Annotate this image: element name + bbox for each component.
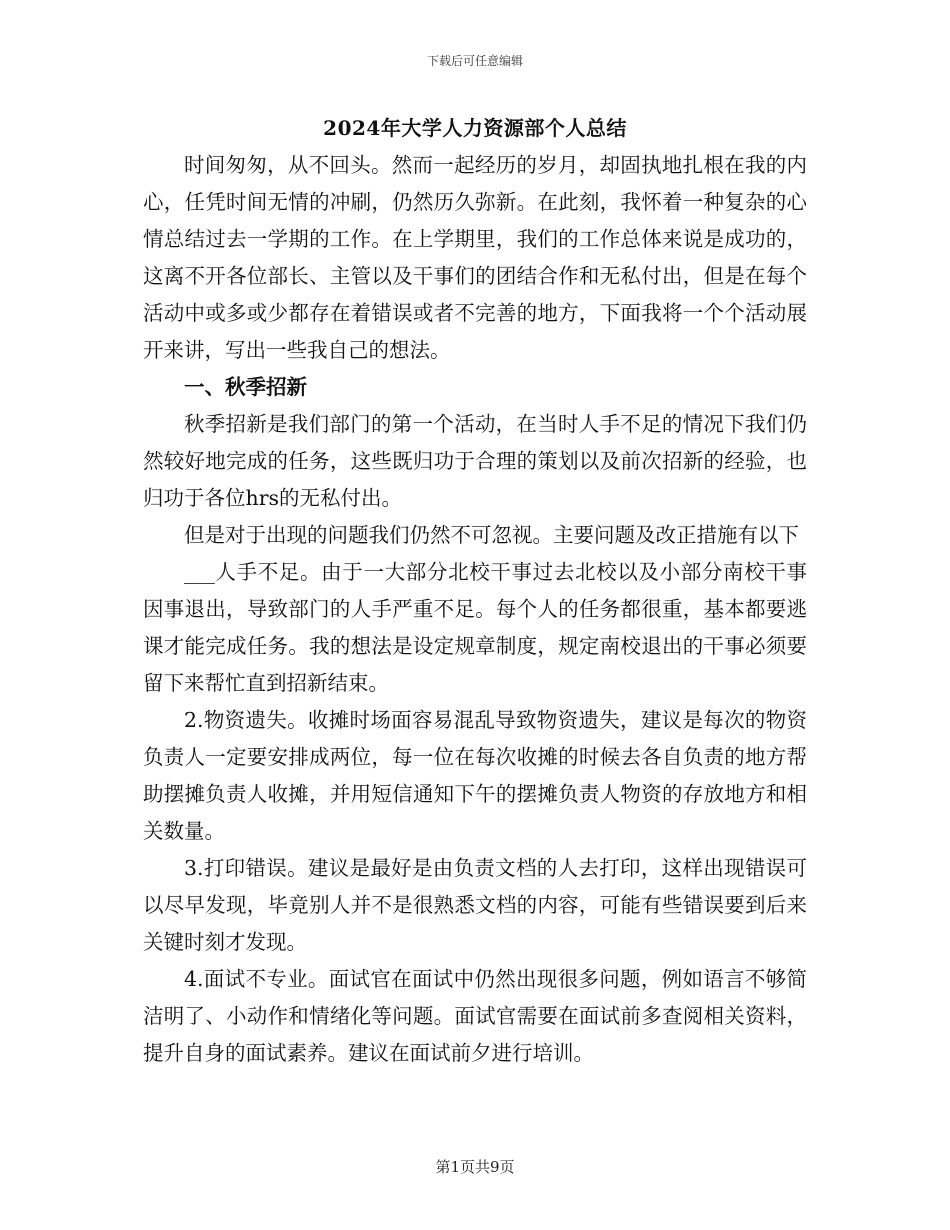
section1-paragraph-2: 但是对于出现的问题我们仍然不可忽视。主要问题及改正措施有以下 (184, 523, 799, 547)
section-heading-autumn-recruitment: 一、秋季招新 (184, 375, 307, 399)
document-title: 2024年大学人力资源部个人总结 (323, 116, 627, 140)
document-body (143, 112, 807, 1072)
page-number: 第1页共9页 (435, 1158, 515, 1176)
problem-item-2: 2.物资遗失。收摊时场面容易混乱导致物资遗失，建议是每次的物资负责人一定要安排成两位，每一位在每次收摊的时候去各自负责的地方帮助摆摊负责人收摊，并用短信通知下午的摆摊负责人物资的存放地方和相关数量。 (143, 708, 807, 843)
problem-item-1: ___人手不足。由于一大部分北校干事过去北校以及小部分南校干事因事退出，导致部门的人手严重不足。每个人的任务都很重，基本都要逃课才能完成任务。我的想法是设定规章制度，规定南校退出的干事必须要留下来帮忙直到招新结束。 (143, 560, 807, 695)
problem-item-3: 3.打印错误。建议是最好是由负责文档的人去打印，这样出现错误可以尽早发现，毕竟别人并不是很熟悉文档的内容，可能有些错误要到后来关键时刻才发现。 (143, 856, 807, 954)
page-header-note: 下载后可任意编辑 (426, 54, 523, 68)
problem-item-4: 4.面试不专业。面试官在面试中仍然出现很多问题，例如语言不够简洁明了、小动作和情绪化等问题。面试官需要在面试前多查阅相关资料，提升自身的面试素养。建议在面试前夕进行培训。 (143, 967, 807, 1065)
section1-paragraph-1: 秋季招新是我们部门的第一个活动，在当时人手不足的情况下我们仍然较好地完成的任务，这些既归功于合理的策划以及前次招新的经验，也归功于各位hrs的无私付出。 (143, 412, 807, 510)
intro-paragraph: 时间匆匆，从不回头。然而一起经历的岁月，却固执地扎根在我的内心，任凭时间无情的冲刷，仍然历久弥新。在此刻，我怀着一种复杂的心情总结过去一学期的工作。在上学期里，我们的工作总体来说是成功的，这离不开各位部长、主管以及干事们的团结合作和无私付出，但是在每个活动中或多或少都存在着错误或者不完善的地方，下面我将一个个活动展开来讲，写出一些我自己的想法。 (143, 153, 807, 362)
